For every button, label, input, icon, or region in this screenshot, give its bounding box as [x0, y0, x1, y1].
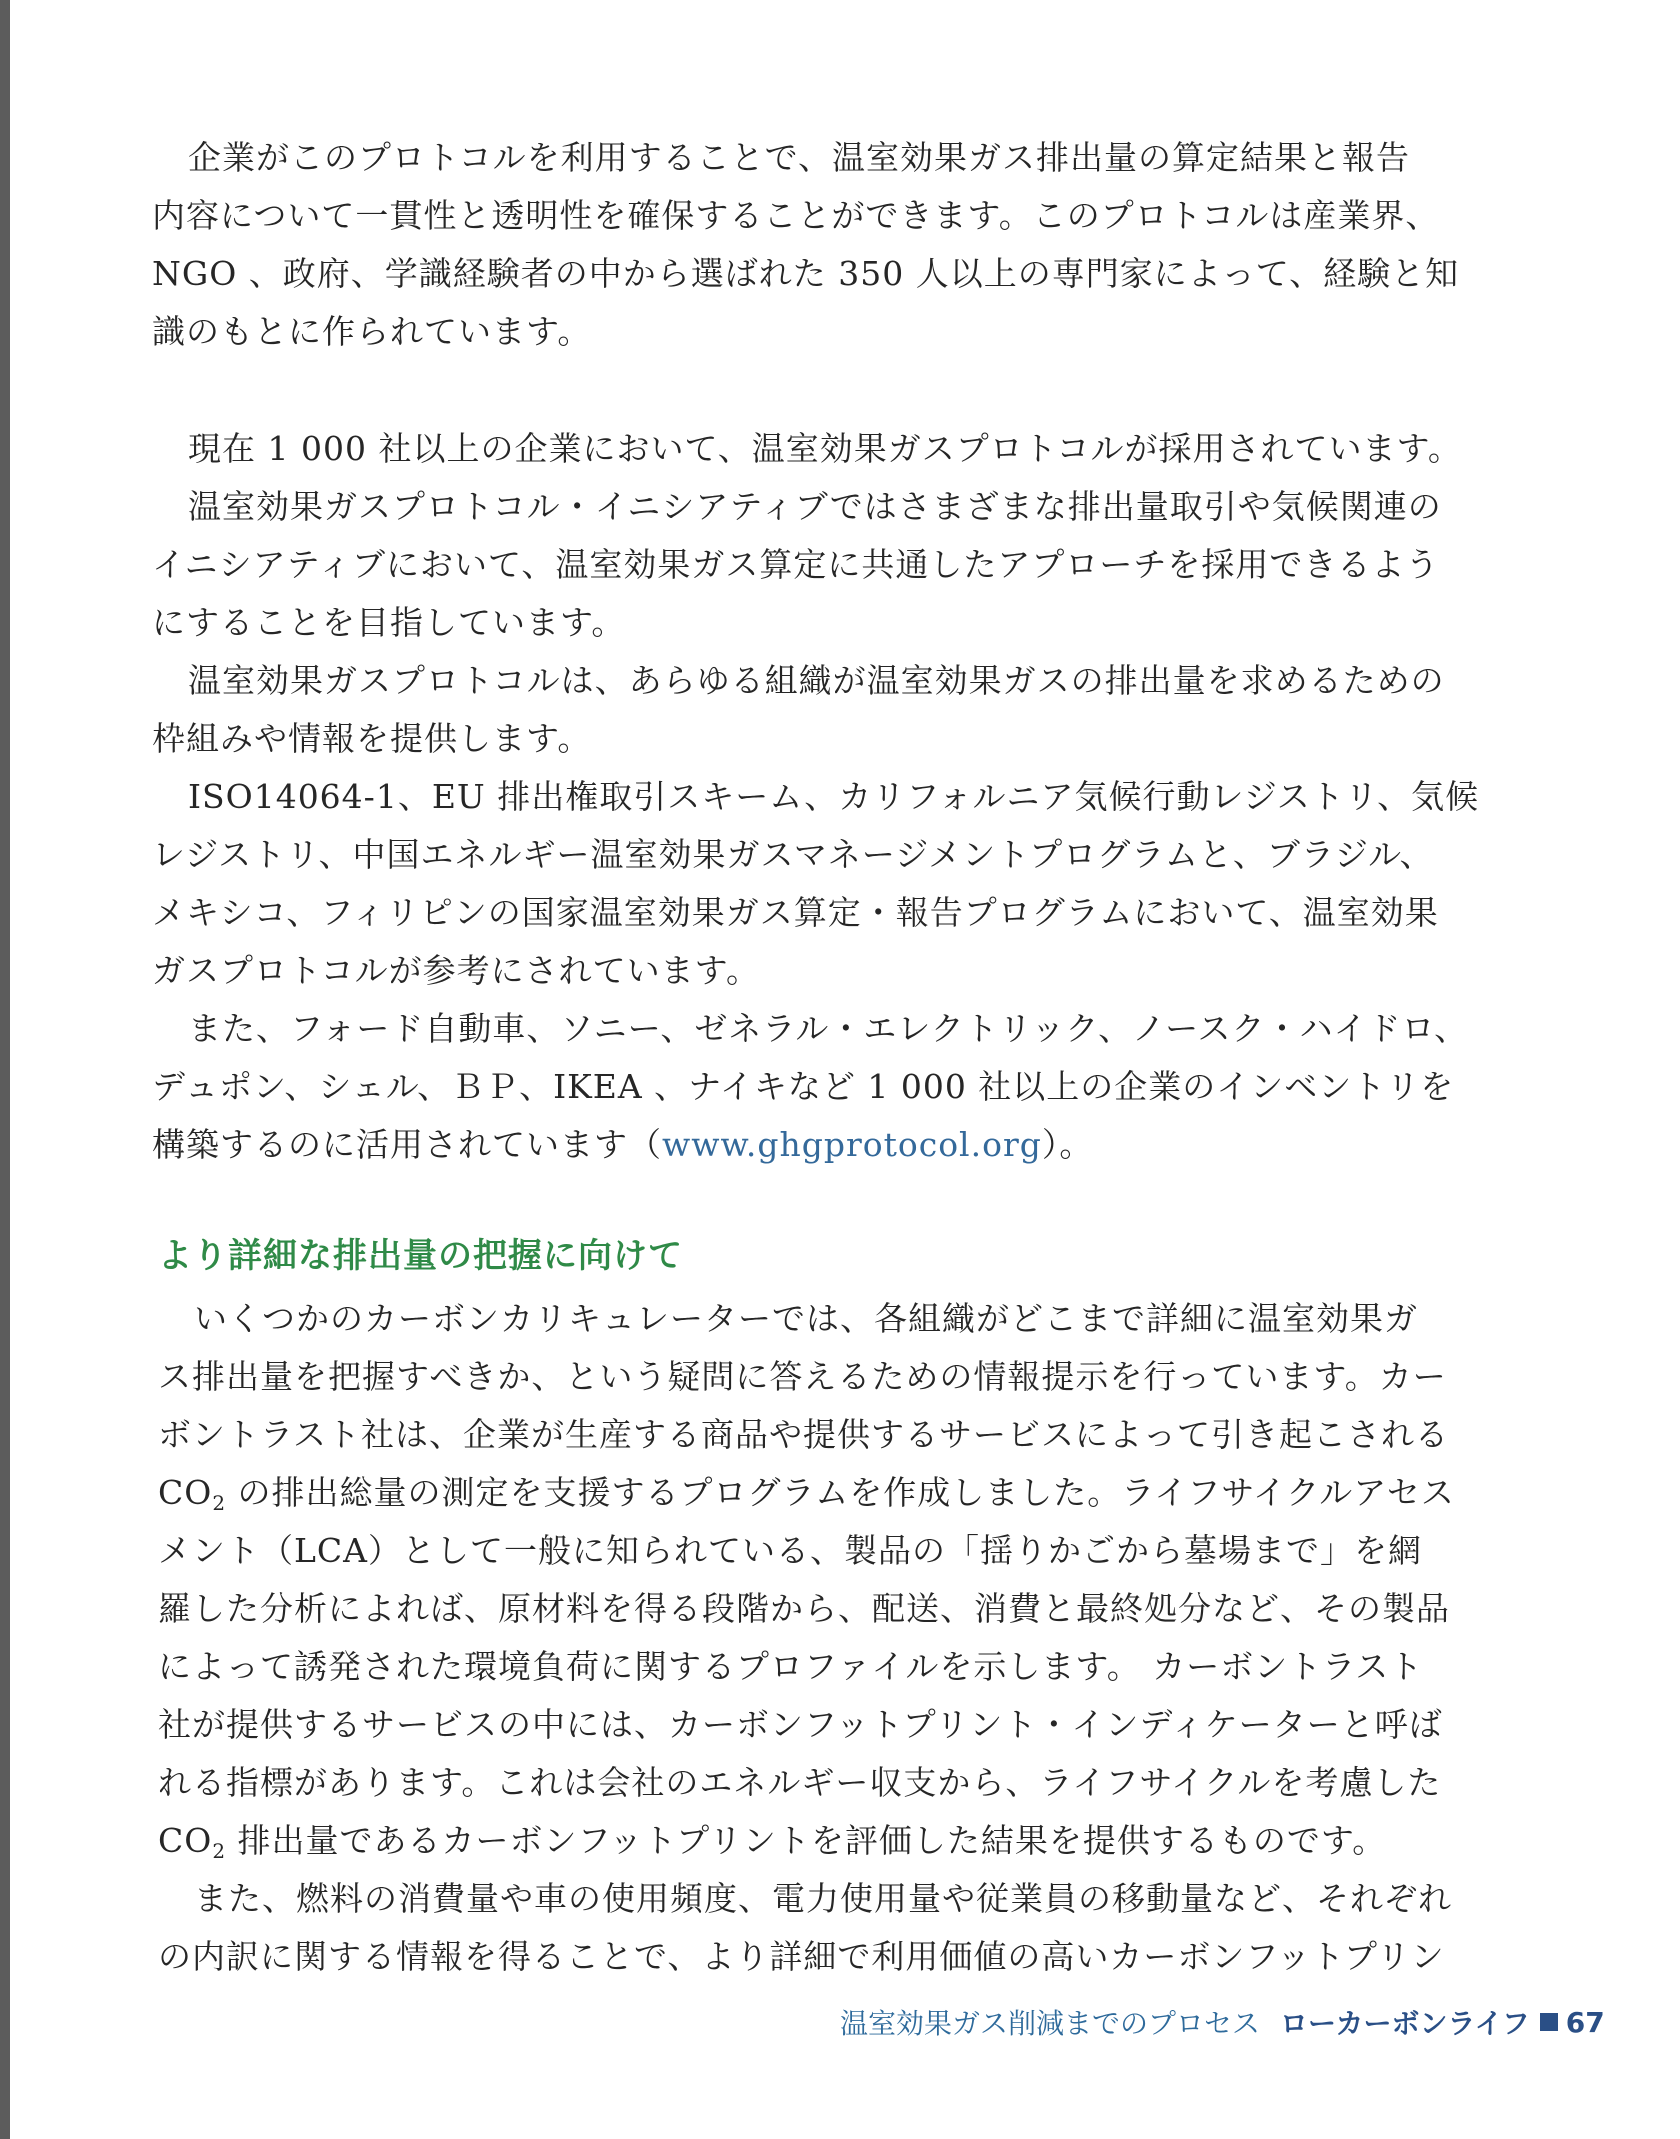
text-fragment: の排出総量の測定を支援するプログラムを作成しました。ライフサイクルアセス: [226, 1473, 1455, 1512]
text-line: 羅した分析によれば、原材料を得る段階から、配送、消費と最終処分など、その製品: [158, 1589, 1450, 1628]
ghg-protocol-url: www.ghgprotocol.org: [662, 1125, 1042, 1164]
paragraph-detailed-emissions: [158, 1290, 1558, 1986]
co2-prefix: CO: [158, 1473, 213, 1512]
text-line: メキシコ、フィリピンの国家温室効果ガス算定・報告プログラムにおいて、温室効果: [152, 893, 1439, 932]
square-bullet-icon: [1540, 2013, 1558, 2031]
text-line-co2: [158, 1812, 1558, 1870]
text-line: デュポン、シェル、ＢＰ、IKEA 、ナイキなど 1 000 社以上の企業のインベントリを: [152, 1067, 1455, 1106]
text-line: ISO14064-1、EU 排出権取引スキーム、カリフォルニア気候行動レジストリ、気候: [188, 777, 1480, 816]
text-fragment: 構築するのに活用されています（: [152, 1125, 662, 1164]
text-line: にすることを目指しています。: [152, 603, 626, 642]
text-line-with-url: [152, 1116, 1552, 1174]
footer-book-title: ローカーボンライフ: [1280, 2007, 1530, 2040]
text-line-co2: [158, 1464, 1558, 1522]
footer-section-title: 温室効果ガス削減までのプロセス: [840, 2007, 1261, 2040]
text-line: メント（LCA）として一般に知られている、製品の「揺りかごから墓場まで」を網: [158, 1531, 1422, 1570]
page-footer: [840, 2002, 1605, 2042]
text-line: また、燃料の消費量や車の使用頻度、電力使用量や従業員の移動量など、それぞれ: [194, 1879, 1452, 1918]
text-line: レジストリ、中国エネルギー温室効果ガスマネージメントプログラムと、ブラジル、: [152, 835, 1434, 874]
text-line: NGO 、政府、学識経験者の中から選ばれた 350 人以上の専門家によって、経験と知: [152, 254, 1460, 293]
co2-subscript: 2: [212, 1491, 227, 1515]
text-line: 内容について一貫性と透明性を確保することができます。このプロトコルは産業界、: [152, 196, 1440, 235]
text-line: 温室効果ガスプロトコル・イニシアティブではさまざまな排出量取引や気候関連の: [188, 487, 1442, 526]
text-line: ボントラスト社は、企業が生産する商品や提供するサービスによって引き起こされる: [158, 1415, 1450, 1454]
paragraph-protocol-adoption: [152, 420, 1552, 1174]
page-number: 67: [1565, 2005, 1605, 2039]
co2-subscript: 2: [212, 1839, 227, 1863]
text-line: れる指標があります。これは会社のエネルギー収支から、ライフサイクルを考慮した: [158, 1763, 1442, 1802]
text-line: また、フォード自動車、ソニー、ゼネラル・エレクトリック、ノースク・ハイドロ、: [188, 1009, 1469, 1048]
paragraph-protocol-benefits: [152, 129, 1552, 361]
text-line: いくつかのカーボンカリキュレーターでは、各組織がどこまで詳細に温室効果ガ: [194, 1299, 1418, 1338]
text-line: ス排出量を把握すべきか、という疑問に答えるための情報提示を行っています。カー: [158, 1357, 1447, 1396]
section-heading: より詳細な排出量の把握に向けて: [158, 1236, 683, 1276]
text-line: 企業がこのプロトコルを利用することで、温室効果ガス排出量の算定結果と報告: [188, 138, 1411, 177]
text-line: 識のもとに作られています。: [152, 312, 592, 351]
text-line: ガスプロトコルが参考にされています。: [152, 951, 761, 990]
text-line: の内訳に関する情報を得ることで、より詳細で利用価値の高いカーボンフットプリン: [158, 1937, 1445, 1976]
text-line: 社が提供するサービスの中には、カーボンフットプリント・インディケーターと呼ば: [158, 1705, 1443, 1744]
text-line: 温室効果ガスプロトコルは、あらゆる組織が温室効果ガスの排出量を求めるための: [188, 661, 1445, 700]
text-line: イニシアティブにおいて、温室効果ガス算定に共通したアプローチを採用できるよう: [152, 545, 1440, 584]
text-line: 現在 1 000 社以上の企業において、温室効果ガスプロトコルが採用されています。: [188, 429, 1462, 468]
text-line: によって誘発された環境負荷に関するプロファイルを示します。 カーボントラスト: [158, 1647, 1424, 1686]
text-fragment: 排出量であるカーボンフットプリントを評価した結果を提供するものです。: [226, 1821, 1387, 1860]
page-binding-edge: [0, 0, 10, 2139]
text-fragment: ）。: [1041, 1125, 1094, 1164]
co2-prefix: CO: [158, 1821, 213, 1860]
text-line: 枠組みや情報を提供します。: [152, 719, 592, 758]
